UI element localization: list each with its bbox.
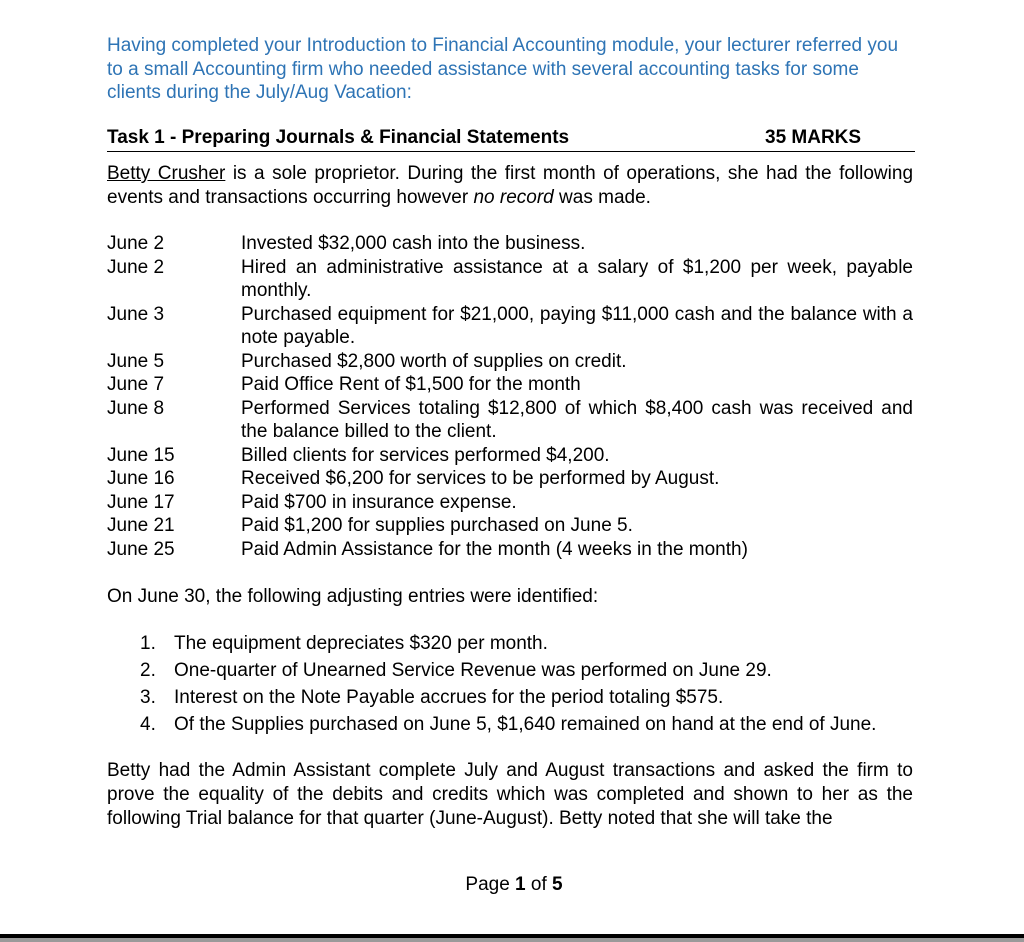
transaction-description: Invested $32,000 cash into the business. xyxy=(241,233,586,254)
scenario-text-b: was made. xyxy=(553,187,651,208)
task-heading xyxy=(107,127,915,152)
transaction-description: Billed clients for services performed $4,200. xyxy=(241,444,610,466)
adjusting-item xyxy=(140,630,876,657)
transaction-list xyxy=(107,232,915,561)
transaction-description: Paid Office Rent of $1,500 for the month xyxy=(241,374,581,395)
transaction-description: Performed Services totaling $12,800 of which $8,400 cash was received and the balance billed to the client. xyxy=(241,397,913,442)
page-bottom-shadow xyxy=(0,938,1024,942)
adjusting-item-text: One-quarter of Unearned Service Revenue was performed on June 29. xyxy=(174,660,772,681)
page-number-current: 1 xyxy=(515,874,526,895)
transaction-date: June 5 xyxy=(107,350,165,372)
adjusting-item xyxy=(140,684,876,711)
transaction-date: June 8 xyxy=(107,397,165,419)
transaction-date: June 2 xyxy=(107,233,165,254)
transaction-description: Hired an administrative assistance at a salary of $1,200 per week, payable monthly. xyxy=(241,256,913,301)
transaction-description: Paid Admin Assistance for the month (4 weeks in the month) xyxy=(241,538,748,560)
transaction-date: June 17 xyxy=(107,491,175,513)
transaction-description: Received $6,200 for services to be performed by August. xyxy=(241,468,720,489)
adjusting-item-text: The equipment depreciates $320 per month. xyxy=(174,633,548,654)
transaction-row xyxy=(107,467,915,491)
transaction-date: June 15 xyxy=(107,444,175,466)
page-number-prefix: Page xyxy=(465,874,516,895)
transaction-row xyxy=(107,491,915,515)
adjusting-item-text: Interest on the Note Payable accrues for the period totaling $575. xyxy=(174,687,724,708)
transaction-description: Paid $1,200 for supplies purchased on June 5. xyxy=(241,515,633,536)
adjusting-item-number: 1. xyxy=(140,633,156,654)
transaction-date: June 21 xyxy=(107,515,175,536)
transaction-row xyxy=(107,397,915,444)
adjusting-list xyxy=(140,630,876,738)
page-number xyxy=(2,874,1024,896)
adjusting-item-number: 3. xyxy=(140,687,156,708)
transaction-row xyxy=(107,373,915,397)
transaction-row xyxy=(107,444,915,468)
adjusting-item-number: 4. xyxy=(140,714,156,735)
transaction-date: June 2 xyxy=(107,256,165,278)
transaction-row xyxy=(107,514,915,538)
scenario-paragraph xyxy=(107,162,913,210)
transaction-description: Purchased equipment for $21,000, paying $11,000 cash and the balance with a note payable. xyxy=(241,303,913,348)
transaction-date: June 3 xyxy=(107,303,165,325)
adjusting-item xyxy=(140,657,876,684)
scenario-text-a: is a sole proprietor. During the first month of operations, she had the following events and transactions occurring however xyxy=(107,163,914,208)
transaction-row xyxy=(107,232,915,256)
task-title: Task 1 - Preparing Journals & Financial Statements xyxy=(107,127,570,148)
transaction-description: Purchased $2,800 worth of supplies on credit. xyxy=(241,350,627,372)
task-marks: 35 MARKS xyxy=(765,127,862,148)
transaction-date: June 16 xyxy=(107,468,175,489)
adjusting-item-text: Of the Supplies purchased on June 5, $1,640 remained on hand at the end of June. xyxy=(174,714,877,735)
transaction-date: June 25 xyxy=(107,538,175,560)
adjusting-intro: On June 30, the following adjusting entries were identified: xyxy=(107,586,599,607)
client-name: Betty Crusher xyxy=(107,163,226,184)
closing-paragraph: Betty had the Admin Assistant complete July and August transactions and asked the firm to prove the equality of the debits and credits which was completed and shown to her as the following Trial balance for that quarter (June-August). Betty noted that she will take the xyxy=(107,760,913,829)
page-number-total: 5 xyxy=(552,874,563,895)
transaction-row xyxy=(107,350,915,374)
transaction-row xyxy=(107,256,915,303)
adjusting-item xyxy=(140,711,876,738)
page-number-middle: of xyxy=(525,874,553,895)
transaction-description: Paid $700 in insurance expense. xyxy=(241,491,517,513)
transaction-row xyxy=(107,538,915,562)
adjusting-item-number: 2. xyxy=(140,660,156,681)
intro-paragraph: Having completed your Introduction to Financial Accounting module, your lecturer referred you to a small Accounting firm who needed assistance with several accounting tasks for some clients during the July/Aug Vacation: xyxy=(107,35,899,103)
transaction-date: June 7 xyxy=(107,374,165,395)
transaction-row xyxy=(107,303,915,350)
scenario-italic: no record xyxy=(473,187,554,208)
